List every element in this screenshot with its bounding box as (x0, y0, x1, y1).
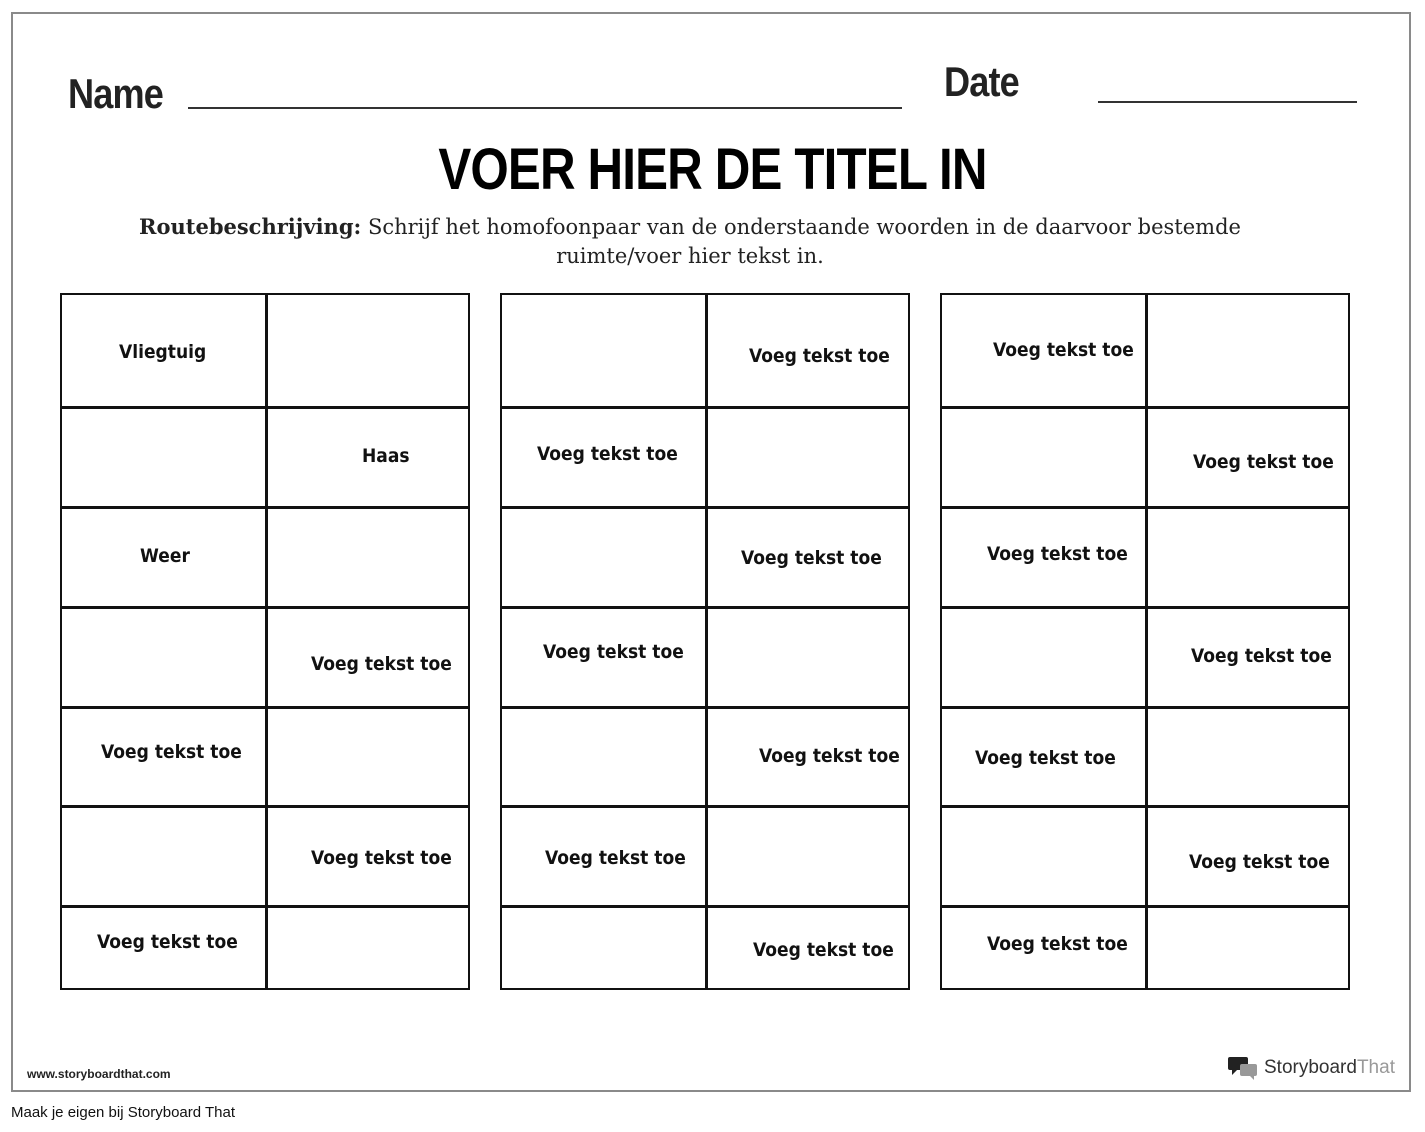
row-divider (62, 606, 468, 609)
cell-t2-r7-right[interactable]: Voeg tekst toe (753, 939, 894, 961)
cell-t1-r6-right[interactable]: Voeg tekst toe (311, 847, 452, 869)
row-divider (502, 606, 908, 609)
row-divider (502, 406, 908, 409)
cell-t2-r4-left[interactable]: Voeg tekst toe (543, 641, 684, 663)
row-divider (62, 805, 468, 808)
row-divider (502, 506, 908, 509)
cell-t1-r4-right[interactable]: Voeg tekst toe (311, 653, 452, 675)
homophone-table-3 (940, 293, 1350, 990)
cell-t2-r3-right[interactable]: Voeg tekst toe (741, 547, 882, 569)
name-line (188, 107, 902, 109)
brand-logo (1228, 1055, 1395, 1081)
cell-t3-r1-left[interactable]: Voeg tekst toe (993, 339, 1134, 361)
cell-t3-r4-right[interactable]: Voeg tekst toe (1191, 645, 1332, 667)
cell-t2-r5-right[interactable]: Voeg tekst toe (759, 745, 900, 767)
watermark-url: www.storyboardthat.com (27, 1067, 171, 1081)
row-divider (62, 905, 468, 908)
row-divider (62, 406, 468, 409)
cell-t3-r2-right[interactable]: Voeg tekst toe (1193, 451, 1334, 473)
row-divider (942, 805, 1348, 808)
directions-lead: Routebeschrijving: (139, 214, 362, 239)
cell-t2-r1-right[interactable]: Voeg tekst toe (749, 345, 890, 367)
directions (95, 212, 1285, 271)
row-divider (942, 606, 1348, 609)
page-title: VOER HIER DE TITEL IN (438, 137, 987, 202)
row-divider (502, 905, 908, 908)
date-line (1098, 101, 1357, 103)
row-divider (502, 706, 908, 709)
homophone-table-2 (500, 293, 910, 990)
table-divider (1145, 295, 1148, 988)
directions-text: Schrijf het homofoonpaar van de onderstaande woorden in de daarvoor bestemde ruimte/voer hier tekst in. (361, 215, 1241, 268)
cell-t3-r7-left[interactable]: Voeg tekst toe (987, 933, 1128, 955)
row-divider (942, 706, 1348, 709)
row-divider (62, 706, 468, 709)
cell-t1-r5-left[interactable]: Voeg tekst toe (101, 741, 242, 763)
row-divider (942, 506, 1348, 509)
row-divider (942, 905, 1348, 908)
cell-t2-r2-left[interactable]: Voeg tekst toe (537, 443, 678, 465)
brand-name-part1: Storyboard (1264, 1057, 1357, 1078)
cell-t1-r7-left[interactable]: Voeg tekst toe (97, 931, 238, 953)
name-label: Name (68, 70, 163, 117)
footer-link[interactable]: Maak je eigen bij Storyboard That (11, 1104, 236, 1121)
table-divider (705, 295, 708, 988)
table-divider (265, 295, 268, 988)
cell-t1-r2-right[interactable]: Haas (362, 445, 410, 467)
homophone-table-1 (60, 293, 470, 990)
cell-t2-r6-left[interactable]: Voeg tekst toe (545, 847, 686, 869)
row-divider (502, 805, 908, 808)
row-divider (942, 406, 1348, 409)
cell-t1-r3-left[interactable]: Weer (140, 545, 190, 567)
cell-t3-r5-left[interactable]: Voeg tekst toe (975, 747, 1116, 769)
row-divider (62, 506, 468, 509)
brand-name-part2: That (1356, 1057, 1395, 1078)
cell-t3-r3-left[interactable]: Voeg tekst toe (987, 543, 1128, 565)
date-label: Date (944, 58, 1019, 105)
speech-bubbles-icon (1228, 1055, 1258, 1081)
cell-t1-r1-left[interactable]: Vliegtuig (119, 341, 207, 363)
cell-t3-r6-right[interactable]: Voeg tekst toe (1189, 851, 1330, 873)
